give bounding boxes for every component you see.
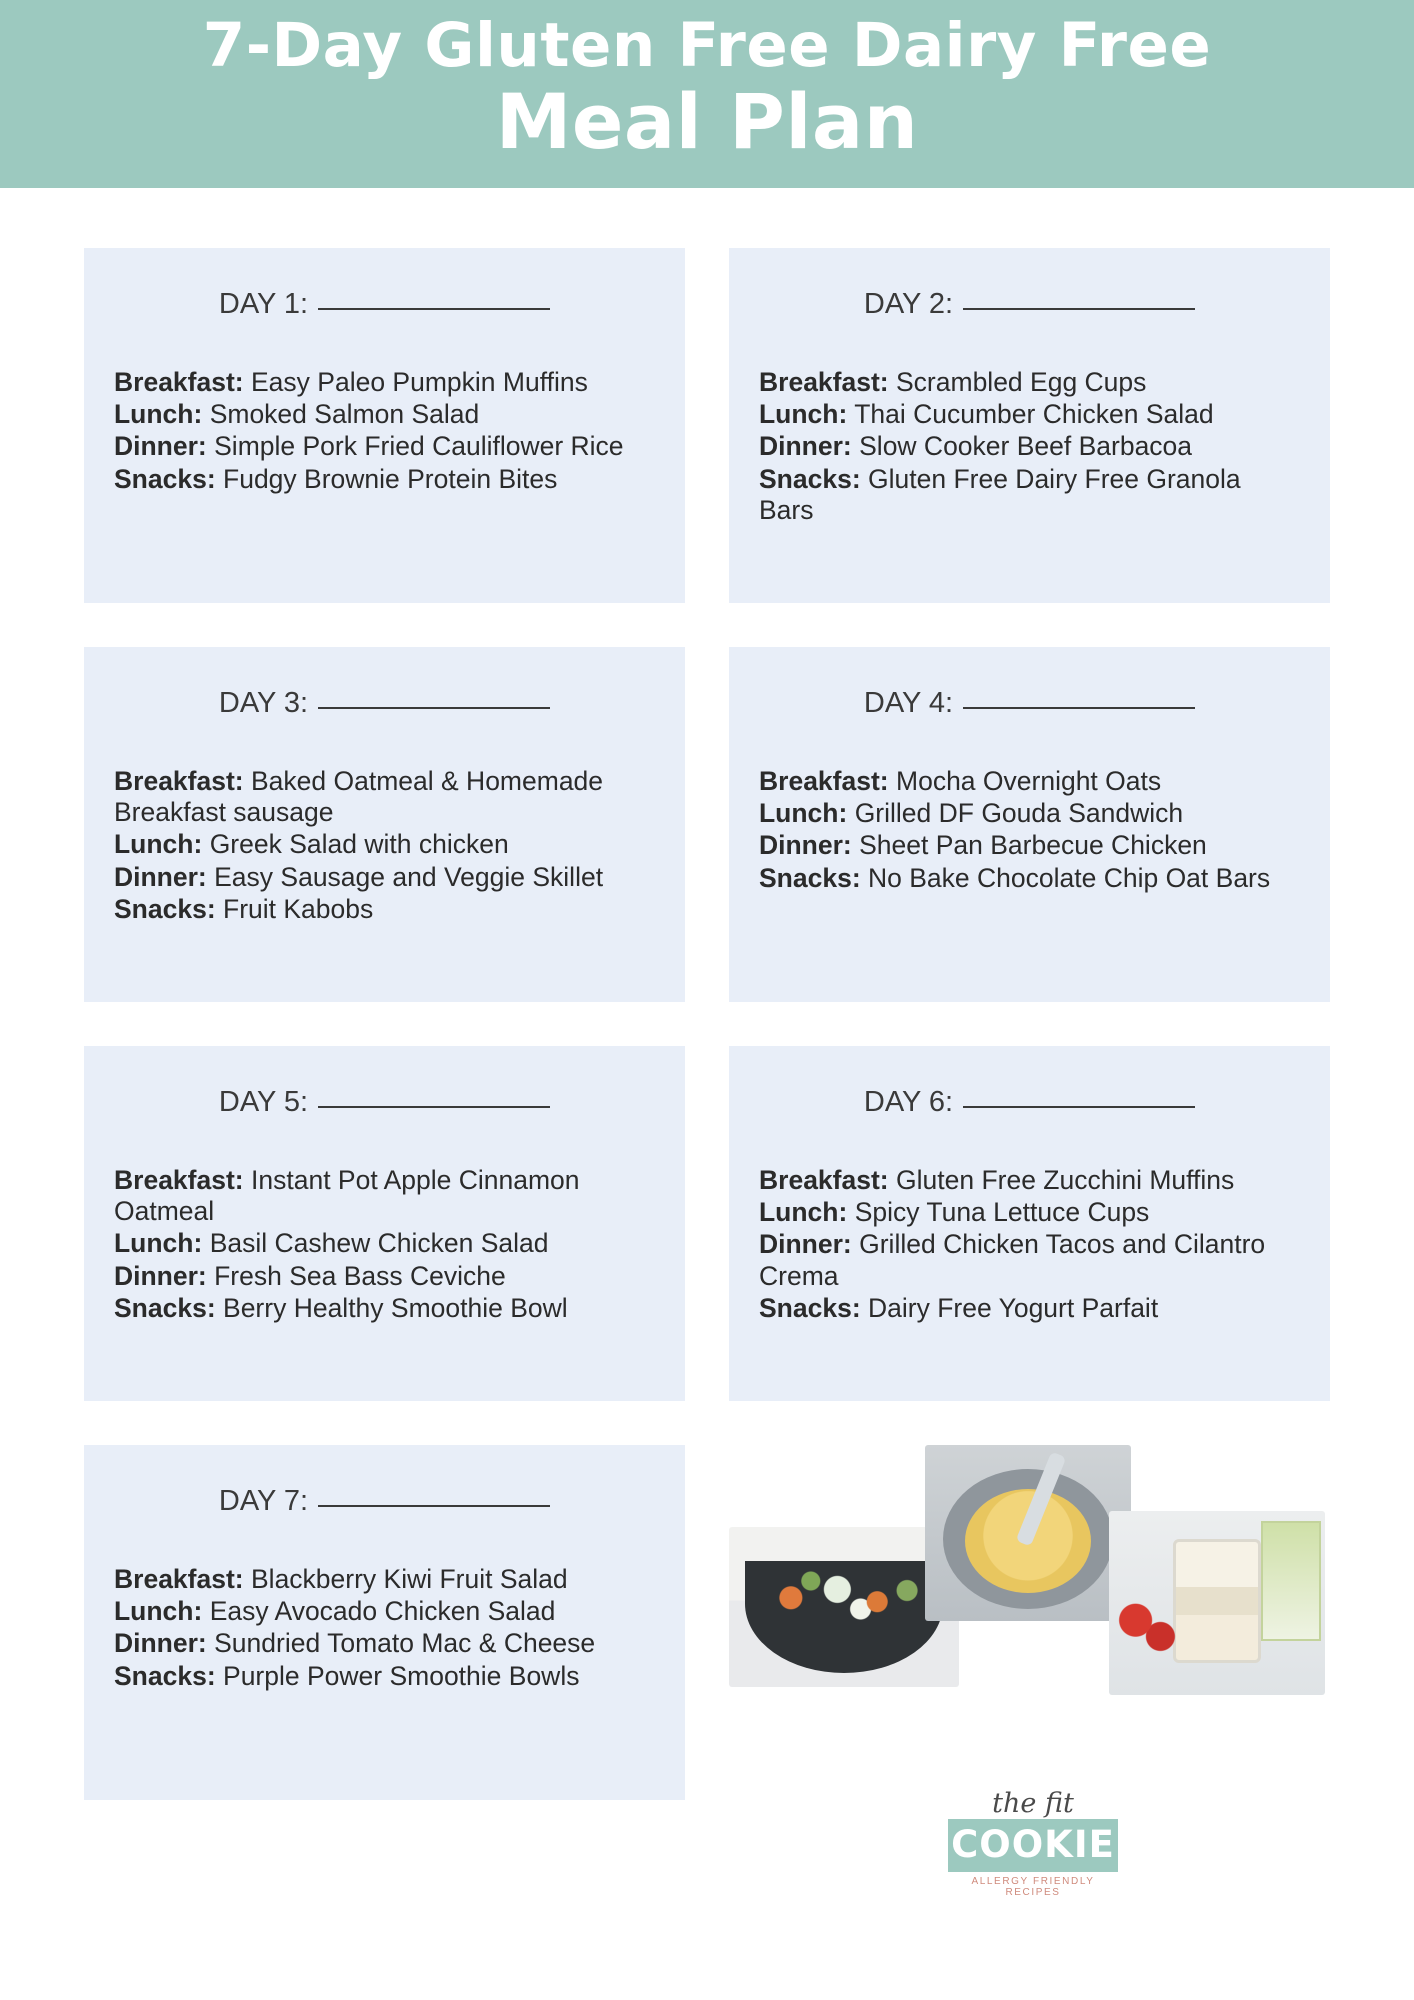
day-1-label: DAY 1: (218, 287, 309, 320)
breakfast-label: Breakfast: (759, 1164, 889, 1195)
day-6-breakfast-value: Gluten Free Zucchini Muffins (896, 1164, 1235, 1195)
snacks-label: Snacks: (114, 463, 216, 494)
day-1-title (114, 288, 655, 321)
page-header-banner (0, 0, 1414, 188)
lunch-label: Lunch: (759, 1197, 848, 1228)
breakfast-label: Breakfast: (759, 366, 889, 397)
lunch-label: Lunch: (759, 798, 848, 829)
day-3-title (114, 687, 655, 720)
breakfast-label: Breakfast: (114, 1563, 244, 1594)
lunch-label: Lunch: (114, 1228, 203, 1259)
day-4-snacks (759, 863, 1300, 894)
dinner-label: Dinner: (114, 431, 207, 462)
snacks-label: Snacks: (114, 893, 216, 924)
day-3-lunch-value: Greek Salad with chicken (209, 829, 509, 860)
photo-baked-oatmeal-pan (925, 1445, 1131, 1621)
dinner-label: Dinner: (759, 830, 852, 861)
day-7-dinner (114, 1628, 655, 1659)
day-4-dinner (759, 830, 1300, 861)
salad-contents (761, 1567, 927, 1623)
day-1-breakfast (114, 367, 655, 398)
day-3-snacks (114, 894, 655, 925)
photo-yogurt-parfait-jar (1109, 1511, 1325, 1695)
day-5-breakfast-value: Instant Pot Apple Cinnamon Oatmeal (114, 1164, 580, 1227)
day-7-lunch-value: Easy Avocado Chicken Salad (209, 1596, 556, 1627)
day-2-lunch (759, 399, 1300, 430)
day-3-date-blank[interactable] (318, 707, 550, 709)
day-4-snacks-value: No Bake Chocolate Chip Oat Bars (868, 862, 1271, 893)
day-6-breakfast (759, 1165, 1300, 1196)
day-2-snacks (759, 464, 1300, 527)
day-7-date-blank[interactable] (318, 1505, 550, 1507)
granola-package (1261, 1521, 1321, 1641)
day-2-snacks-value: Gluten Free Dairy Free Granola Bars (759, 463, 1241, 525)
day-7-label: DAY 7: (218, 1484, 309, 1517)
logo-tagline: ALLERGY FRIENDLY RECIPES (971, 1876, 1095, 1898)
day-1-date-blank[interactable] (318, 308, 550, 310)
day-2-dinner (759, 431, 1300, 462)
page-title-line-2: Meal Plan (495, 77, 919, 167)
day-card-1 (84, 248, 685, 603)
day-3-dinner-value: Easy Sausage and Veggie Skillet (214, 861, 604, 892)
day-1-lunch (114, 399, 655, 430)
day-7-breakfast-value: Blackberry Kiwi Fruit Salad (251, 1563, 568, 1594)
day-1-lunch-value: Smoked Salmon Salad (209, 399, 480, 430)
day-5-dinner (114, 1261, 655, 1292)
day-3-snacks-value: Fruit Kabobs (223, 893, 374, 924)
dinner-label: Dinner: (114, 1628, 207, 1659)
breakfast-label: Breakfast: (759, 765, 889, 796)
day-5-lunch-value: Basil Cashew Chicken Salad (209, 1228, 549, 1259)
dinner-label: Dinner: (759, 431, 852, 462)
breakfast-label: Breakfast: (114, 366, 244, 397)
day-2-dinner-value: Slow Cooker Beef Barbacoa (859, 431, 1193, 462)
day-2-date-blank[interactable] (963, 308, 1195, 310)
day-5-breakfast (114, 1165, 655, 1228)
day-7-snacks (114, 1661, 655, 1692)
logo-cookie: COOKIE (948, 1819, 1118, 1872)
day-card-2 (729, 248, 1330, 603)
day-4-label: DAY 4: (863, 686, 954, 719)
day-1-snacks-value: Fudgy Brownie Protein Bites (223, 463, 558, 494)
day-3-breakfast-value: Baked Oatmeal & Homemade Breakfast sausage (114, 765, 604, 828)
day-2-title (759, 288, 1300, 321)
logo-the-fit: the fit (992, 1788, 1074, 1819)
day-4-lunch-value: Grilled DF Gouda Sandwich (854, 798, 1184, 829)
lunch-label: Lunch: (759, 399, 848, 430)
snacks-label: Snacks: (759, 1292, 861, 1323)
day-1-dinner (114, 431, 655, 462)
dinner-label: Dinner: (114, 1260, 207, 1291)
day-card-4 (729, 647, 1330, 1002)
day-4-dinner-value: Sheet Pan Barbecue Chicken (859, 830, 1207, 861)
brand-logo (948, 1790, 1118, 1898)
day-7-breakfast (114, 1564, 655, 1595)
page-title-line-1: 7-Day Gluten Free Dairy Free (202, 10, 1212, 81)
day-7-lunch (114, 1596, 655, 1627)
breakfast-label: Breakfast: (114, 1164, 244, 1195)
day-6-lunch (759, 1197, 1300, 1228)
meal-plan-last-row (0, 1445, 1414, 1800)
day-4-date-blank[interactable] (963, 707, 1195, 709)
lunch-label: Lunch: (114, 399, 203, 430)
day-6-title (759, 1086, 1300, 1119)
day-2-label: DAY 2: (863, 287, 954, 320)
food-photo-collage (729, 1445, 1330, 1800)
day-4-title (759, 687, 1300, 720)
day-5-snacks-value: Berry Healthy Smoothie Bowl (223, 1292, 568, 1323)
day-card-7 (84, 1445, 685, 1800)
day-7-dinner-value: Sundried Tomato Mac & Cheese (214, 1628, 596, 1659)
day-5-dinner-value: Fresh Sea Bass Ceviche (214, 1260, 506, 1291)
day-6-snacks-value: Dairy Free Yogurt Parfait (868, 1292, 1159, 1323)
day-7-snacks-value: Purple Power Smoothie Bowls (223, 1660, 580, 1691)
day-1-snacks (114, 464, 655, 495)
dinner-label: Dinner: (759, 1229, 852, 1260)
snacks-label: Snacks: (114, 1292, 216, 1323)
meal-plan-grid (0, 188, 1414, 1401)
day-3-breakfast (114, 766, 655, 829)
day-6-label: DAY 6: (863, 1085, 954, 1118)
day-6-snacks (759, 1293, 1300, 1324)
day-3-label: DAY 3: (218, 686, 309, 719)
day-5-label: DAY 5: (218, 1085, 309, 1118)
lunch-label: Lunch: (114, 829, 203, 860)
day-4-breakfast (759, 766, 1300, 797)
day-2-breakfast (759, 367, 1300, 398)
day-6-date-blank[interactable] (963, 1106, 1195, 1108)
day-card-5 (84, 1046, 685, 1401)
breakfast-label: Breakfast: (114, 765, 244, 796)
day-6-lunch-value: Spicy Tuna Lettuce Cups (854, 1197, 1150, 1228)
day-2-lunch-value: Thai Cucumber Chicken Salad (854, 399, 1214, 430)
snacks-label: Snacks: (759, 862, 861, 893)
day-5-title (114, 1086, 655, 1119)
day-1-dinner-value: Simple Pork Fried Cauliflower Rice (214, 431, 624, 462)
day-4-breakfast-value: Mocha Overnight Oats (896, 765, 1162, 796)
snacks-label: Snacks: (114, 1660, 216, 1691)
day-2-breakfast-value: Scrambled Egg Cups (896, 366, 1147, 397)
parfait-jar (1173, 1539, 1261, 1663)
day-6-dinner-value: Grilled Chicken Tacos and Cilantro Crema (759, 1229, 1266, 1291)
day-card-6 (729, 1046, 1330, 1401)
day-5-snacks (114, 1293, 655, 1324)
day-5-date-blank[interactable] (318, 1106, 550, 1108)
day-3-dinner (114, 862, 655, 893)
day-7-title (114, 1485, 655, 1518)
day-6-dinner (759, 1229, 1300, 1292)
day-1-breakfast-value: Easy Paleo Pumpkin Muffins (251, 366, 588, 397)
strawberries (1117, 1597, 1179, 1655)
day-4-lunch (759, 798, 1300, 829)
lunch-label: Lunch: (114, 1596, 203, 1627)
snacks-label: Snacks: (759, 463, 861, 494)
dinner-label: Dinner: (114, 861, 207, 892)
day-3-lunch (114, 829, 655, 860)
day-card-3 (84, 647, 685, 1002)
day-5-lunch (114, 1228, 655, 1259)
